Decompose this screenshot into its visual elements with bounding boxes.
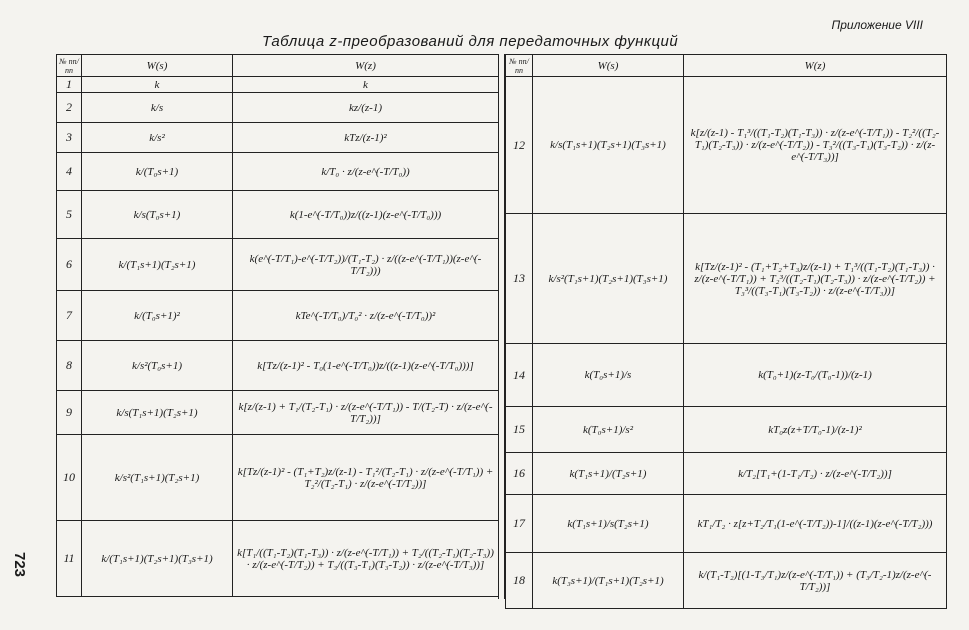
appendix-label: Приложение VIII	[831, 18, 923, 32]
table-row: 17 k(T₁s+1)/s(T₂s+1) kT₁/T₂ · z[z+T₂/T₁(1-e^(-T/T₂))-1]/((z-1)(z-e^(-T/T₂)))	[506, 495, 947, 553]
table-row: 3 k/s² kTz/(z-1)²	[57, 123, 499, 153]
table-row: 5 k/s(T₀s+1) k(1-e^(-T/T₀))z/((z-1)(z-e^(-T/T₀)))	[57, 191, 499, 239]
table-row: 15 k(T₀s+1)/s² kT₀z(z+T/T₀-1)/(z-1)²	[506, 407, 947, 453]
col-ws-header-right: W(s)	[533, 55, 684, 77]
col-wz-header-right: W(z)	[684, 55, 947, 77]
table-row: 18 k(T₃s+1)/(T₁s+1)(T₂s+1) k/(T₁-T₂)[(1-T₃/T₁)z/(z-e^(-T/T₁)) + (T₃/T₂-1)z/(z-e^(-T/T₂))]	[506, 553, 947, 609]
right-table	[505, 54, 947, 609]
table-row: 16 k(T₁s+1)/(T₂s+1) k/T₂[T₁+(1-T₁/T₂) · z/(z-e^(-T/T₂))]	[506, 453, 947, 495]
table-row: 11 k/(T₁s+1)(T₂s+1)(T₃s+1) k[T₁/((T₁-T₂)(T₁-T₃)) · z/(z-e^(-T/T₁)) + T₂/((T₂-T₁)(T₂-T₃)) · z/(z-e^(-T/T₂)) + T₃/((T₃-T₁)(T₃-T₂)) · z/(z-e^(-T/T₃))]	[57, 521, 499, 597]
table-row: 6 k/(T₁s+1)(T₂s+1) k(e^(-T/T₁)-e^(-T/T₂))/(T₁-T₂) · z/((z-e^(-T/T₁))(z-e^(-T/T₂)))	[57, 239, 499, 291]
table-row: 12 k/s(T₁s+1)(T₂s+1)(T₃s+1) k[z/(z-1) - T₁³/((T₁-T₂)(T₁-T₃)) · z/(z-e^(-T/T₁)) - T₂²/((T₂-T₁)(T₂-T₃)) · z/(z-e^(-T/T₂)) - T₃²/((T₃-T₁)(T₃-T₂)) · z/(z-e^(-T/T₃))]	[506, 77, 947, 214]
table-title: Таблица z-преобразований для передаточных функций	[262, 33, 679, 50]
table-row: 4 k/(T₀s+1) k/T₀ · z/(z-e^(-T/T₀))	[57, 153, 499, 191]
table-row: 8 k/s²(T₀s+1) k[Tz/(z-1)² - T₀(1-e^(-T/T₀))z/((z-1)(z-e^(-T/T₀)))]	[57, 341, 499, 391]
col-ws-header: W(s)	[82, 55, 233, 77]
page-number: 723	[11, 552, 28, 578]
table-row: 14 k(T₀s+1)/s k(T₀+1)(z-T₀/(T₀-1))/(z-1)	[506, 344, 947, 407]
left-table	[56, 54, 499, 597]
table-row: 9 k/s(T₁s+1)(T₂s+1) k[z/(z-1) + T₁/(T₂-T₁) · z/(z-e^(-T/T₁)) - T/(T₂-T) · z/(z-e^(-T/T₂))]	[57, 391, 499, 435]
col-wz-header: W(z)	[233, 55, 499, 77]
col-num-header: № пп/пп	[57, 55, 82, 77]
table-row: 10 k/s²(T₁s+1)(T₂s+1) k[Tz/(z-1)² - (T₁+T₂)z/(z-1) - T₁²/(T₂-T₁) · z/(z-e^(-T/T₁)) + T₂²/(T₂-T₁) · z/(z-e^(-T/T₂))]	[57, 435, 499, 521]
column-divider	[498, 54, 505, 599]
table-row: 7 k/(T₀s+1)² kTe^(-T/T₀)/T₀² · z/(z-e^(-T/T₀))²	[57, 291, 499, 341]
col-num-header-right: № пп/пп	[506, 55, 533, 77]
table-row: 1 k k	[57, 77, 499, 93]
table-row: 2 k/s kz/(z-1)	[57, 93, 499, 123]
table-row: 13 k/s²(T₁s+1)(T₂s+1)(T₃s+1) k[Tz/(z-1)² - (T₁+T₂+T₃)z/(z-1) + T₁³/((T₁-T₂)(T₁-T₃)) · z/(z-e^(-T/T₁)) + T₂³/((T₂-T₁)(T₂-T₃)) · z/(z-e^(-T/T₂)) + T₃³/((T₃-T₁)(T₃-T₂)) · z/(z-e^(-T/T₃))]	[506, 214, 947, 344]
